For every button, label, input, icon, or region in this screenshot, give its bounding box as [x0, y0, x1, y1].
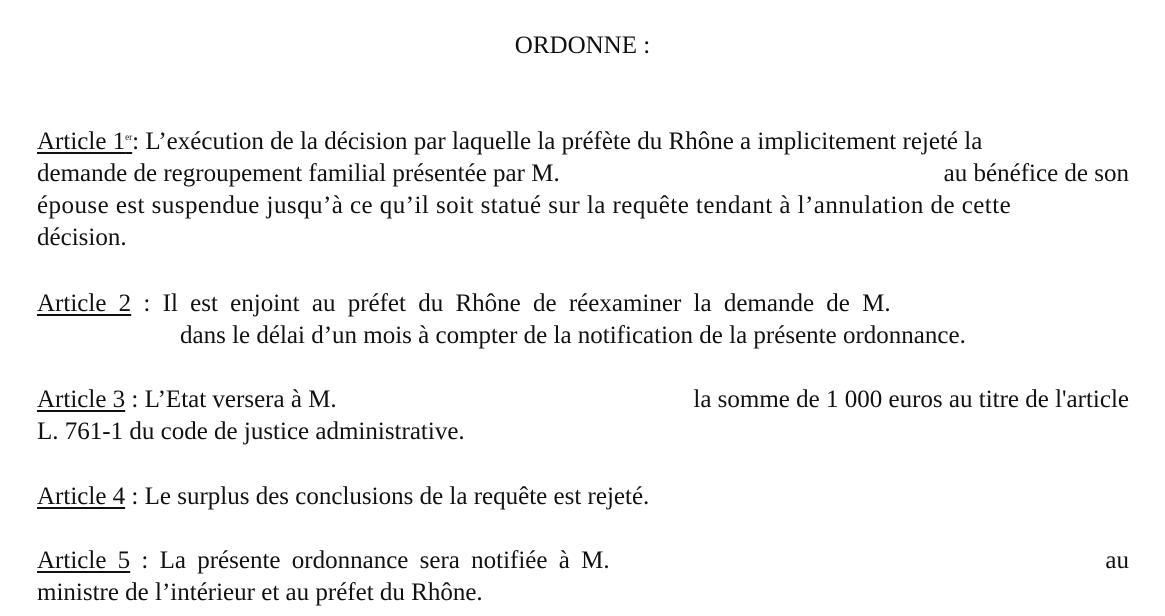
- article-1-text-5: décision.: [37, 224, 127, 251]
- article-5: [37, 545, 1129, 609]
- article-5-label: Article 5: [37, 547, 131, 574]
- article-1-line-3: [37, 190, 1129, 222]
- article-5-text-3: ministre de l’intérieur et au préfet du Rhône.: [37, 579, 483, 606]
- article-1-text-1: : L’exécution de la décision par laquelle la préfète du Rhône a implicitement rejeté la: [132, 128, 983, 155]
- article-1: [37, 126, 1129, 254]
- article-1-text-2: demande de regroupement familial présentée par M.: [37, 160, 560, 187]
- article-3-line-1: [37, 384, 1129, 416]
- ordonne-heading-text: ORDONNE :: [514, 32, 651, 59]
- article-4-label: Article 4: [37, 483, 126, 510]
- article-3-line-2: [37, 416, 1129, 448]
- article-1-label: Article 1er: [37, 128, 133, 155]
- article-2-label: Article 2: [37, 290, 132, 317]
- article-3-text-1: : L’Etat versera à M.: [125, 386, 337, 413]
- article-4-line-1: [37, 481, 1129, 513]
- article-2-text-1: : Il est enjoint au préfet du Rhône de réexaminer la demande de M.: [131, 290, 891, 317]
- article-5-line-2: [37, 577, 1129, 609]
- ordonne-heading: [0, 30, 1165, 62]
- article-3: [37, 384, 1129, 448]
- article-2-text-2: dans le délai d’un mois à compter de la notification de la présente ordonnance.: [180, 322, 966, 349]
- article-4: [37, 481, 1129, 513]
- article-4-text-1: : Le surplus des conclusions de la requête est rejeté.: [125, 483, 650, 510]
- article-3-text-2: la somme de 1 000 euros au titre de l'article: [693, 386, 1129, 413]
- article-2-line-1: [37, 288, 1129, 320]
- article-5-text-1: : La présente ordonnance sera notifiée à M.: [130, 547, 610, 574]
- article-5-line-1: [37, 545, 1129, 577]
- article-1-line-4: [37, 222, 1129, 254]
- article-2-line-2: [37, 320, 1129, 352]
- article-1-sup: er: [125, 132, 133, 142]
- article-5-text-2: au: [1105, 547, 1129, 574]
- article-3-label: Article 3: [37, 386, 126, 413]
- article-1-text-3: au bénéfice de son: [943, 160, 1129, 187]
- article-1-text-4: épouse est suspendue jusqu’à ce qu’il soit statué sur la requête tendant à l’annulation de cette: [37, 192, 1012, 219]
- article-1-line-2: [37, 158, 1129, 190]
- article-2: [37, 288, 1129, 352]
- article-3-text-3: L. 761-1 du code de justice administrative.: [37, 418, 465, 445]
- article-1-line-1: [37, 126, 1129, 158]
